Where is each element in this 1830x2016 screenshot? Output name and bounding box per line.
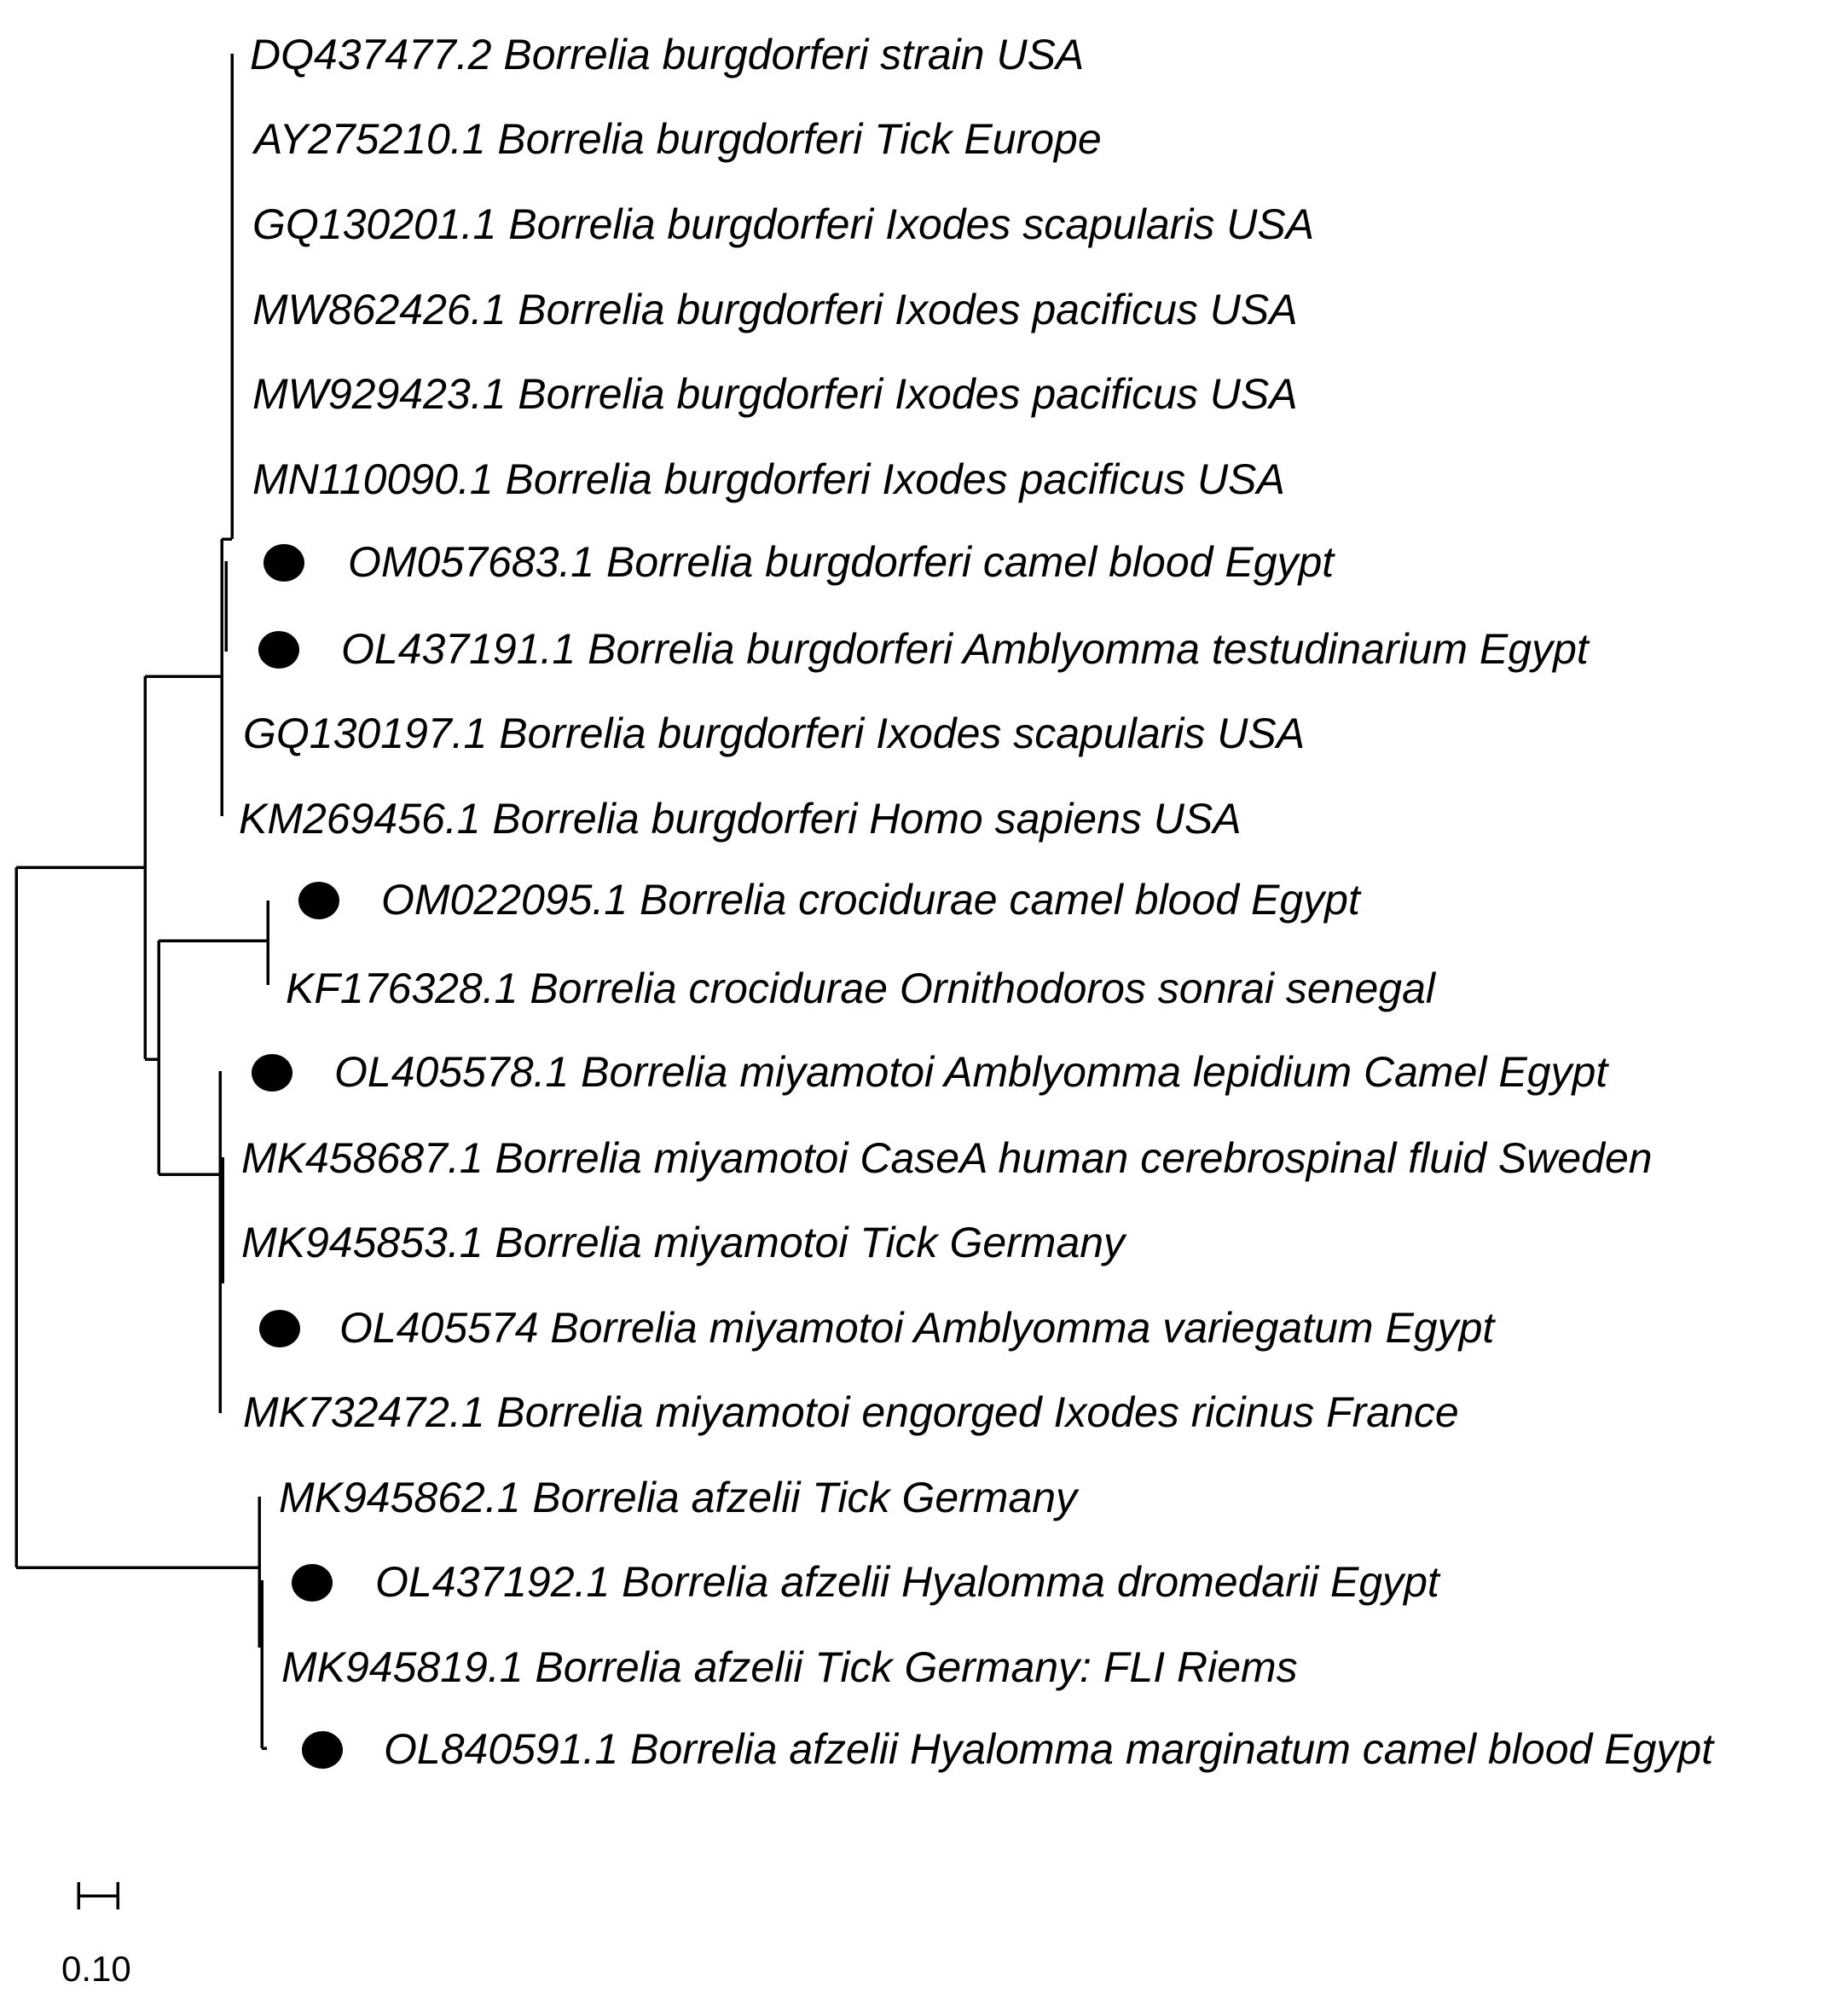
taxon-label: MK732472.1 Borrelia miyamotoi engorged Ixodes ricinus France	[243, 1388, 1459, 1436]
novel-sequence-marker-dot	[258, 631, 299, 669]
taxon-label: KF176328.1 Borrelia crocidurae Ornithodoros sonrai senegal	[286, 965, 1435, 1012]
novel-sequence-marker-dot	[292, 1564, 333, 1602]
scale-bar-label: 0.10	[61, 1949, 131, 1989]
taxon-label: OL405578.1 Borrelia miyamotoi Amblyomma lepidium Camel Egypt	[334, 1048, 1608, 1096]
taxon-label: AY275210.1 Borrelia burgdorferi Tick Europe	[254, 115, 1102, 163]
taxon-label: OL437191.1 Borrelia burgdorferi Amblyomma testudinarium Egypt	[341, 625, 1589, 673]
novel-sequence-marker-dot	[252, 1054, 292, 1092]
novel-sequence-marker-dot	[259, 1310, 300, 1347]
novel-sequence-marker-dot	[302, 1731, 343, 1769]
taxon-label: OL405574 Borrelia miyamotoi Amblyomma variegatum Egypt	[339, 1304, 1495, 1352]
taxon-label: GQ130201.1 Borrelia burgdorferi Ixodes scapularis USA	[252, 200, 1315, 248]
taxon-label: MW929423.1 Borrelia burgdorferi Ixodes pacificus USA	[252, 370, 1298, 418]
taxon-label: MN110090.1 Borrelia burgdorferi Ixodes pacificus USA	[252, 455, 1285, 503]
taxon-label: MK945819.1 Borrelia afzelii Tick Germany: FLI Riems	[281, 1643, 1298, 1691]
taxon-label: GQ130197.1 Borrelia burgdorferi Ixodes scapularis USA	[243, 710, 1306, 757]
taxon-label: OL437192.1 Borrelia afzelii Hyalomma dromedarii Egypt	[375, 1558, 1439, 1606]
novel-sequence-marker-dot	[298, 882, 339, 919]
taxon-label: OM022095.1 Borrelia crocidurae camel blood Egypt	[381, 876, 1360, 924]
taxon-label: MK945853.1 Borrelia miyamotoi Tick Germany	[241, 1219, 1126, 1266]
taxon-label: MW862426.1 Borrelia burgdorferi Ixodes pacificus USA	[252, 286, 1298, 333]
taxon-label: OM057683.1 Borrelia burgdorferi camel blood Egypt	[348, 538, 1335, 586]
taxon-label: MK458687.1 Borrelia miyamotoi CaseA human cerebrospinal fluid Sweden	[241, 1134, 1653, 1182]
taxon-label: OL840591.1 Borrelia afzelii Hyalomma marginatum camel blood Egypt	[384, 1725, 1714, 1773]
novel-sequence-marker-dot	[263, 544, 304, 582]
taxon-label: KM269456.1 Borrelia burgdorferi Homo sapiens USA	[239, 795, 1242, 843]
taxon-label: DQ437477.2 Borrelia burgdorferi strain USA	[250, 31, 1085, 78]
taxon-label: MK945862.1 Borrelia afzelii Tick Germany	[279, 1474, 1078, 1521]
